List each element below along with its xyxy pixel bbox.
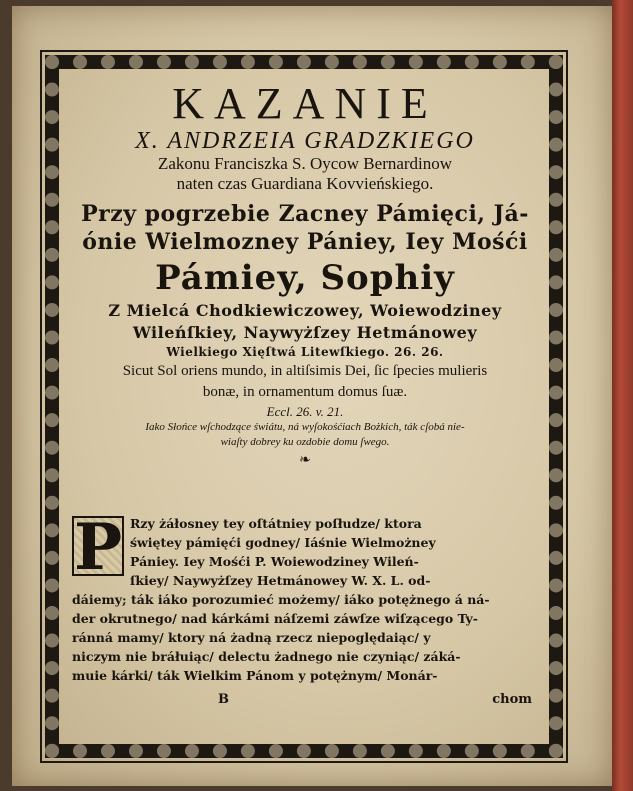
body-line: świętey pámięći godney/ Iáśnie Wielmożney (130, 535, 436, 550)
author-line: X. ANDRZEIA GRADZKIEGO (135, 128, 475, 154)
body-line: Pániey. Iey Mośći P. Woiewodziney Wileń- (130, 554, 419, 569)
latin-quote-1: Sicut Sol oriens mundo, in altiſsimis Dei, ſic ſpecies mulieris (122, 363, 488, 379)
signature-mark: B (218, 692, 229, 707)
fraktur-line-3: Z Mielcá Chodkiewiczowey, Woiewodziney (108, 301, 502, 320)
body-line: ſkiey/ Naywyżſzey Hetmánowey W. X. L. od- (130, 573, 431, 588)
body-line: muie kárki/ ták Wielkim Pánom y potężnym/ Monár- (72, 668, 438, 683)
translation-line-2: wiaſty dobrey ku ozdobie domu ſwego. (220, 436, 390, 448)
body-line: niczym nie bráłuiąc/ delectu żadnego nie czyniąc/ záká- (72, 649, 461, 664)
fleuron-icon: ❧ (299, 452, 311, 468)
title-page-content (72, 79, 538, 722)
page-title: KAZANIE (172, 79, 438, 128)
fraktur-line-2: ónie Wielmozney Pániey, Iey Mośći (82, 229, 528, 255)
fraktur-line-5: Wielkiego Xięſtwá Litewſkiego. 26. 26. (166, 345, 444, 359)
body-line: dáiemy; ták iáko porozumieć możemy/ iáko potężnego á ná- (72, 592, 490, 607)
catchword: chom (492, 692, 532, 707)
fraktur-line-4: Wileńſkiey, Naywyżſzey Hetmánowey (132, 323, 478, 342)
order-line-1: Zakonu Franciszka S. Oycow Bernardinow (157, 154, 453, 173)
fraktur-line-1: Przy pogrzebie Zacney Pámięci, Já- (81, 201, 529, 227)
scripture-citation: Eccl. 26. v. 21. (266, 404, 344, 419)
honoree-name: Pámiey, Sophiy (155, 258, 455, 298)
latin-quote-2: bonæ, in ornamentum domus ſuæ. (202, 384, 408, 400)
book-edge (612, 0, 633, 791)
sermon-body (72, 510, 538, 685)
decorated-initial: P (74, 510, 123, 585)
translation-line-1: Iako Słońce wſchodzące świátu, ná wyſokośćiach Bożkich, ták cſobá nie- (145, 421, 465, 433)
body-line: Rzy żáłosney tey oſtátniey poſłudze/ ktora (130, 516, 422, 531)
body-line: ránná mamy/ ktory ná żadną rzecz niepoględaiąc/ y (72, 630, 431, 645)
order-line-2: naten czas Guardiana Kovvieńskiego. (176, 174, 434, 193)
body-line: der okrutnego/ nad kárkámi náſzemi záwſze wiſzącego Ty- (72, 611, 478, 626)
